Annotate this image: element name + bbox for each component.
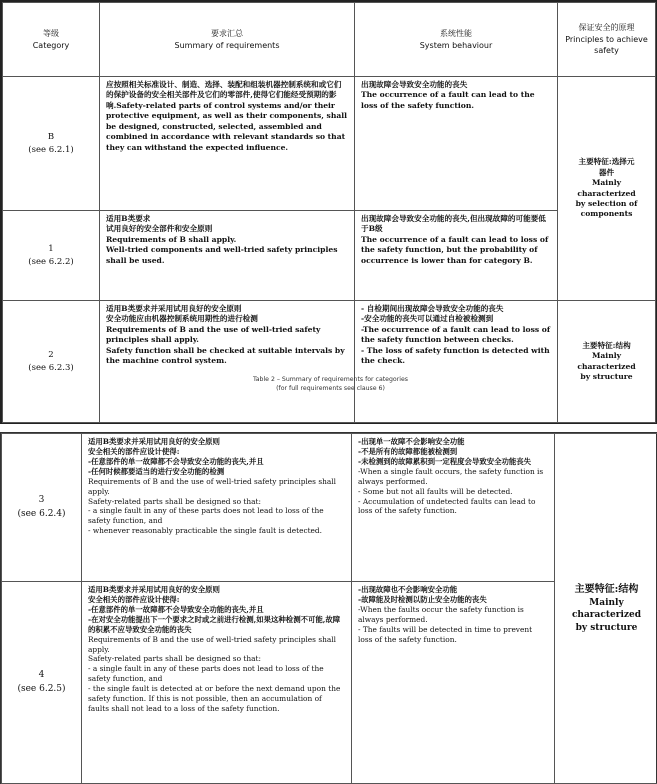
requirements-cell: 适用B类要求并采用试用良好的安全原则 安全相关的部件应设计使得: -任意部件的单一故障都不会导致安全功能的丧失,并且 -任何时候都要适当的进行安全功能的检测 Requirements of B and the use of well-tried safety principles shall apply. Safety-related parts shall be designed so that: - a single fault in any of these parts does not lead to loss of the safety function, and - whenever reasonably practicable the single fault is detected. — [82, 434, 352, 582]
category-table-2 — [1, 433, 657, 784]
category-cell: 4 (see 6.2.5) — [2, 582, 82, 784]
table-row — [3, 77, 656, 211]
requirements-cell: 适用B类要求并采用试用良好的安全原则 安全功能应由机器控制系统用期性的进行检测 Requirements of B and the use of well-tried safety principles shall apply. Safety function shall be checked at suitable intervals by the machine control system. — [100, 301, 355, 423]
principle-cell-components: 主要特征:选择元器件 Mainly characterized by selection of components — [558, 77, 656, 301]
requirements-cell: 适用B类要求并采用试用良好的安全原则 安全相关的部件应设计使得: -任意部件的单一故障都不会导致安全功能的丧失,并且 -在对安全功能提出下一个要求之时或之前进行检测,如果这种检测不可能,故障的积累不应导致安全功能的丧失 Requirements of B and the use of well-tried safety principles shall apply. Safety-related parts shall be designed so that: - a single fault in any of these parts does not lead to loss of the safety function, and - the single fault is detected at or before the next demand upon the safety function. If this is not possible, then an accumulation of faults shall not lead to a loss of the safety function. — [82, 582, 352, 784]
category-cell: 3 (see 6.2.4) — [2, 434, 82, 582]
caption-title: Table 2 – Summary of requirements for categories — [252, 376, 408, 383]
header-row — [3, 3, 656, 77]
behaviour-cell: 出现故障会导致安全功能的丧失,但出现故障的可能要低于B级 The occurrence of a fault can lead to loss of the safety function, but the probability of occurrence is lower than for category B. — [355, 211, 558, 301]
category-cell: 1 (see 6.2.2) — [3, 211, 100, 301]
requirements-table-bottom — [0, 432, 657, 784]
header-behaviour: 系统性能 System behaviour — [355, 3, 558, 77]
table-caption — [2, 376, 657, 393]
principle-cell-structure: 主要特征:结构 Mainly characterized by structure — [558, 301, 656, 423]
behaviour-cell: -出现故障也不会影响安全功能 -故障能及时检测以防止安全功能的丧失 -When the faults occur the safety function is always performed. - The faults will be detected in time to prevent loss of the safety function. — [352, 582, 555, 784]
behaviour-cell: -出现单一故障不会影响安全功能 -不是所有的故障都能被检测到 -未检测到的故障累积到一定程度会导致安全功能丧失 -When a single fault occurs, the safety function is always performed. - Some but not all faults will be detected. - Accumulation of undetected faults can lead to loss of the safety function. — [352, 434, 555, 582]
behaviour-cell: - 自检期间出现故障会导致安全功能的丧失 -安全功能的丧失可以通过自检被检测到 -The occurrence of a fault can lead to loss of the safety function between checks. - The loss of safety function is detected with the check. — [355, 301, 558, 423]
category-cell: B (see 6.2.1) — [3, 77, 100, 211]
table-row — [2, 434, 657, 582]
table-row — [3, 301, 656, 423]
requirements-cell: 适用B类要求 试用良好的安全部件和安全原则 Requirements of B shall apply. Well-tried components and well-tried safety principles shall be used. — [100, 211, 355, 301]
behaviour-cell: 出现故障会导致安全功能的丧失 The occurrence of a fault can lead to the loss of the safety function. — [355, 77, 558, 211]
header-requirements: 要求汇总 Summary of requirements — [100, 3, 355, 77]
category-cell: 2 (see 6.2.3) — [3, 301, 100, 423]
header-principles: 保证安全的原理 Principles to achieve safety — [558, 3, 656, 77]
caption-note: (for full requirements see clause 6) — [276, 384, 385, 392]
header-category: 等级 Category — [3, 3, 100, 77]
principle-cell-structure: 主要特征:结构 Mainly characterized by structure — [555, 434, 657, 784]
category-table-1 — [2, 2, 656, 423]
requirements-cell: 应按照相关标准设计、制造、选择、装配和组装机器控制系统和或它们的保护设备的安全相关部件及它们的零部件,使得它们能经受预期的影响.Safety-related parts of control systems and/or their protective equipment, as well as their components, shall be designed, constructed, selected, assembled and combined in accordance with relevant standards so that they can withstand the expected influence. — [100, 77, 355, 211]
